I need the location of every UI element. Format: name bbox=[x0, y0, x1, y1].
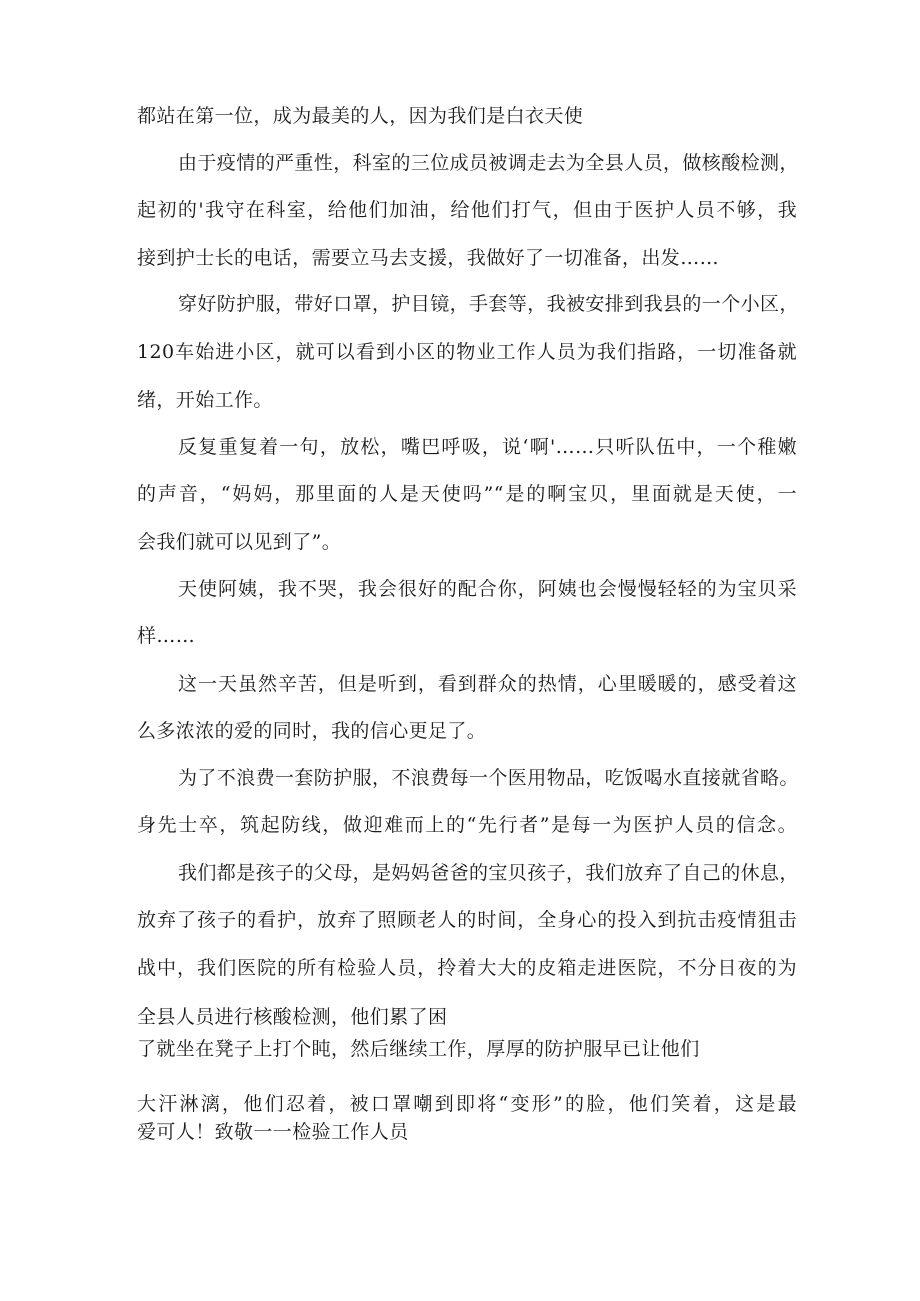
paragraph-first-line: 我们都是孩子的父母，是妈妈爸爸的宝贝孩子，我们放弃了自己的休息， bbox=[178, 862, 799, 884]
text-line: 的声音，“妈妈，那里面的人是天使吗”“是的啊宝贝，里面就是天使，一 bbox=[137, 483, 797, 505]
text-line: 爱可人！致敬一一检验工作人员 bbox=[137, 1121, 409, 1143]
text-line: 样…… bbox=[137, 625, 196, 647]
text-line: 会我们就可以见到了”。 bbox=[137, 531, 342, 553]
text-line: 大汗淋漓，他们忍着，被口罩嘲到即将“变形”的脸，他们笑着，这是最 bbox=[137, 1093, 797, 1115]
paragraph-first-line: 天使阿姨，我不哭，我会很好的配合你，阿姨也会慢慢轻轻的为宝贝采 bbox=[178, 578, 797, 600]
text-line: 放弃了孩子的看护，放弃了照顾老人的时间，全身心的投入到抗击疫情狙击 bbox=[137, 909, 797, 931]
paragraph-first-line: 为了不浪费一套防护服，不浪费每一个医用物品，吃饭喝水直接就省略。 bbox=[178, 767, 799, 789]
text-line: 了就坐在凳子上打个盹，然后继续工作，厚厚的防护服早已让他们 bbox=[137, 1038, 700, 1060]
text-line: 接到护士长的电话，需要立马去支援，我做好了一切准备，出发…… bbox=[137, 247, 720, 269]
text-line: 战中，我们医院的所有检验人员，拎着大大的皮箱走进医院，不分日夜的为 bbox=[137, 957, 797, 979]
paragraph-first-line: 这一天虽然辛苦，但是听到，看到群众的热情，心里暖暖的，感受着这 bbox=[178, 673, 797, 695]
text-line: 都站在第一位，成为最美的人，因为我们是白衣天使 bbox=[137, 105, 584, 127]
paragraph-first-line: 穿好防护服，带好口罩，护目镜，手套等，我被安排到我县的一个小区， bbox=[178, 293, 799, 315]
text-line: 起初的'我守在科室，给他们加油，给他们打气，但由于医护人员不够，我 bbox=[137, 199, 797, 221]
paragraph-first-line: 由于疫情的严重性，科室的三位成员被调走去为全县人员，做核酸检测， bbox=[178, 152, 799, 174]
text-line: 身先士卒，筑起防线，做迎难而上的“先行者”是每一为医护人员的信念。 bbox=[137, 814, 797, 836]
text-line: 么多浓浓的爱的同时，我的信心更足了。 bbox=[137, 720, 487, 742]
paragraph-first-line: 反复重复着一句，放松，嘴巴呼吸，说‘啊'……只听队伍中，一个稚嫩 bbox=[178, 436, 797, 458]
text-line: 120车始进小区，就可以看到小区的物业工作人员为我们指路，一切准备就 bbox=[137, 341, 797, 363]
text-line: 全县人员进行核酸检测，他们累了困 bbox=[137, 1006, 448, 1028]
text-line: 绪，开始工作。 bbox=[137, 389, 273, 411]
